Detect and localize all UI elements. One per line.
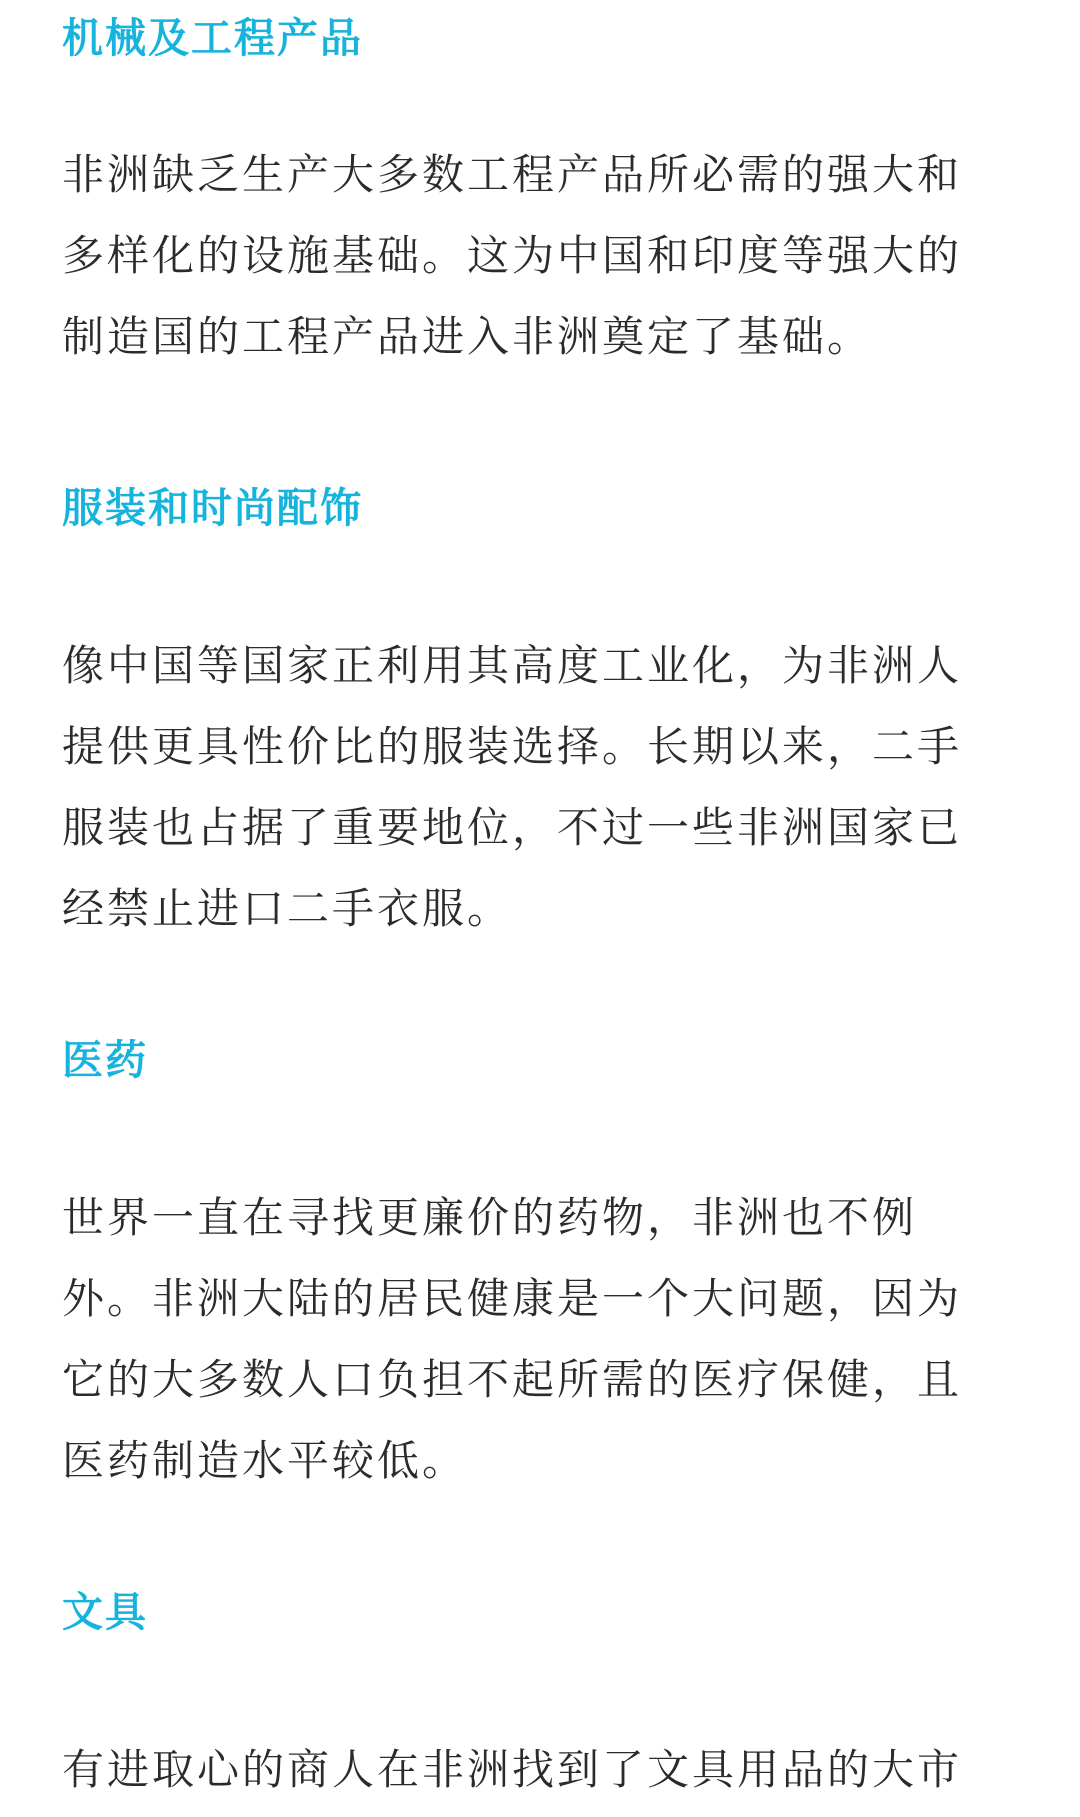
- section-heading-machinery: 机械及工程产品: [62, 14, 363, 62]
- section-paragraph-apparel: [62, 625, 1022, 949]
- paragraph-line: 世界一直在寻找更廉价的药物，非洲也不例: [62, 1193, 918, 1242]
- paragraph-line: 制造国的工程产品进入非洲奠定了基础。: [62, 312, 873, 361]
- section-heading-apparel: 服装和时尚配饰: [62, 484, 363, 532]
- paragraph-line: 有进取心的商人在非洲找到了文具用品的大市: [62, 1745, 963, 1794]
- section-paragraph-machinery: [62, 134, 1022, 377]
- paragraph-line: 经禁止进口二手衣服。: [62, 884, 513, 933]
- section-paragraph-stationery: [62, 1729, 1022, 1810]
- paragraph-line: 服装也占据了重要地位，不过一些非洲国家已: [62, 803, 963, 852]
- section-heading-stationery: 文具: [62, 1588, 148, 1636]
- paragraph-line: 多样化的设施基础。这为中国和印度等强大的: [62, 231, 963, 280]
- section-paragraph-medicine: [62, 1177, 1022, 1501]
- paragraph-line: 它的大多数人口负担不起所需的医疗保健，且: [62, 1355, 963, 1404]
- section-heading-medicine: 医药: [62, 1036, 148, 1084]
- paragraph-line: 像中国等国家正利用其高度工业化，为非洲人: [62, 641, 963, 690]
- paragraph-line: 医药制造水平较低。: [62, 1436, 468, 1485]
- paragraph-line: 外。非洲大陆的居民健康是一个大问题，因为: [62, 1274, 963, 1323]
- paragraph-line: 非洲缺乏生产大多数工程产品所必需的强大和: [62, 150, 963, 199]
- paragraph-line: 提供更具性价比的服装选择。长期以来，二手: [62, 722, 963, 771]
